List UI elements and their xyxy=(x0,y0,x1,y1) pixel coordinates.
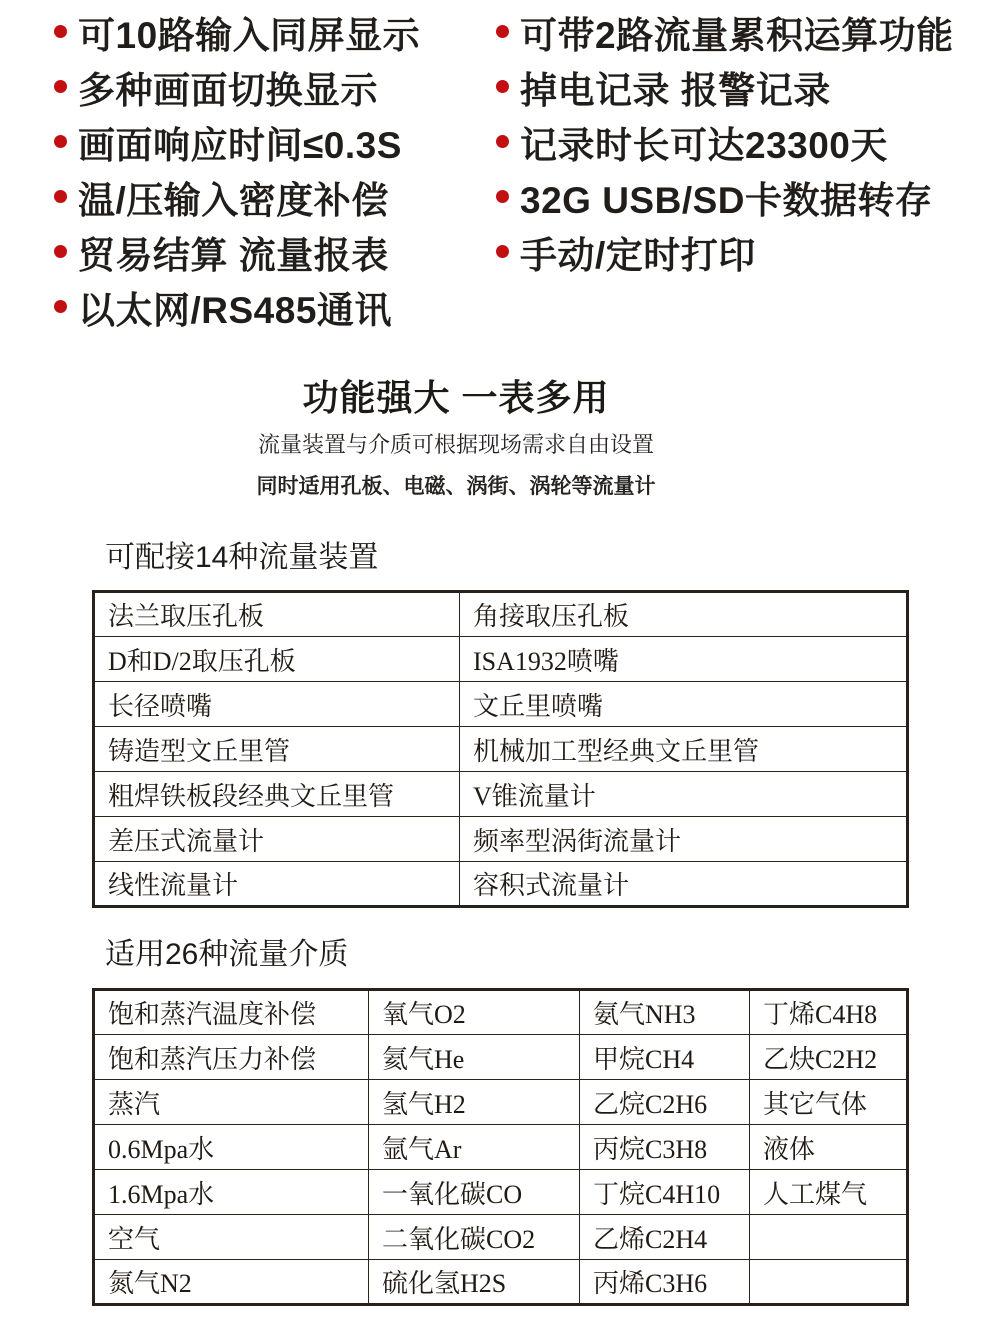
media-cell: 乙烷C2H6 xyxy=(580,1080,750,1125)
section-subtitle-1: 流量装置与介质可根据现场需求自由设置 xyxy=(257,432,654,457)
bullet-icon xyxy=(496,25,509,38)
feature-text: 温/压输入密度补偿 xyxy=(78,179,389,221)
device-cell: 频率型涡街流量计 xyxy=(460,817,908,862)
device-cell: 法兰取压孔板 xyxy=(94,592,460,637)
media-cell: 甲烷CH4 xyxy=(580,1035,750,1080)
feature-item xyxy=(54,59,420,114)
feature-item xyxy=(496,114,954,169)
bullet-icon xyxy=(54,25,67,38)
media-cell: 乙烯C2H4 xyxy=(580,1215,750,1260)
bullet-icon xyxy=(496,80,509,93)
feature-text: 32G USB/SD卡数据转存 xyxy=(520,179,933,221)
media-cell: 空气 xyxy=(94,1215,369,1260)
feature-item xyxy=(54,279,420,334)
media-cell: 氮气N2 xyxy=(94,1260,369,1305)
device-cell: 线性流量计 xyxy=(94,862,460,907)
table-row xyxy=(94,592,908,637)
media-cell: 0.6Mpa水 xyxy=(94,1125,369,1170)
table-row xyxy=(94,1125,908,1170)
media-cell: 饱和蒸汽压力补偿 xyxy=(94,1035,369,1080)
media-cell: 氨气NH3 xyxy=(580,990,750,1035)
media-cell: 液体 xyxy=(750,1125,908,1170)
table-row xyxy=(94,772,908,817)
media-cell: 氢气H2 xyxy=(369,1080,580,1125)
table-row xyxy=(94,637,908,682)
media-table xyxy=(92,988,909,1306)
device-cell: 容积式流量计 xyxy=(460,862,908,907)
devices-table-label: 可配接14种流量装置 xyxy=(105,541,379,574)
table-row xyxy=(94,727,908,772)
media-cell: 丁烷C4H10 xyxy=(580,1170,750,1215)
feature-list-left xyxy=(54,4,420,334)
media-cell: 一氧化碳CO xyxy=(369,1170,580,1215)
media-cell: 丙烷C3H8 xyxy=(580,1125,750,1170)
table-row xyxy=(94,682,908,727)
media-cell: 氩气Ar xyxy=(369,1125,580,1170)
feature-item xyxy=(54,114,420,169)
bullet-icon xyxy=(54,300,67,313)
device-cell: D和D/2取压孔板 xyxy=(94,637,460,682)
feature-item xyxy=(496,224,954,279)
bullet-icon xyxy=(54,190,67,203)
media-cell xyxy=(750,1260,908,1305)
device-cell: 角接取压孔板 xyxy=(460,592,908,637)
bullet-icon xyxy=(496,190,509,203)
feature-item xyxy=(54,224,420,279)
device-cell: 差压式流量计 xyxy=(94,817,460,862)
table-row xyxy=(94,817,908,862)
media-cell: 乙炔C2H2 xyxy=(750,1035,908,1080)
media-cell: 丙烯C3H6 xyxy=(580,1260,750,1305)
bullet-icon xyxy=(54,135,67,148)
feature-item xyxy=(54,4,420,59)
bullet-icon xyxy=(54,245,67,258)
device-cell: 铸造型文丘里管 xyxy=(94,727,460,772)
feature-item xyxy=(496,4,954,59)
table-row xyxy=(94,862,908,907)
media-cell: 丁烯C4H8 xyxy=(750,990,908,1035)
media-cell xyxy=(750,1215,908,1260)
table-row xyxy=(94,1260,908,1305)
bullet-icon xyxy=(54,80,67,93)
feature-text: 记录时长可达23300天 xyxy=(520,124,888,166)
devices-table xyxy=(92,590,909,908)
feature-text: 可10路输入同屏显示 xyxy=(78,14,421,56)
table-row xyxy=(94,1035,908,1080)
device-cell: 文丘里喷嘴 xyxy=(460,682,908,727)
feature-text: 画面响应时间≤0.3S xyxy=(78,124,402,166)
media-cell: 氧气O2 xyxy=(369,990,580,1035)
table-row xyxy=(94,1215,908,1260)
feature-list-right xyxy=(496,4,954,279)
media-cell: 其它气体 xyxy=(750,1080,908,1125)
media-cell: 氦气He xyxy=(369,1035,580,1080)
feature-item xyxy=(496,59,954,114)
media-cell: 人工煤气 xyxy=(750,1170,908,1215)
feature-text: 贸易结算 流量报表 xyxy=(78,234,389,276)
table-row xyxy=(94,990,908,1035)
media-cell: 1.6Mpa水 xyxy=(94,1170,369,1215)
table-row xyxy=(94,1080,908,1125)
bullet-icon xyxy=(496,245,509,258)
feature-text: 多种画面切换显示 xyxy=(78,69,378,111)
feature-text: 手动/定时打印 xyxy=(520,234,756,276)
feature-item xyxy=(54,169,420,224)
device-cell: V锥流量计 xyxy=(460,772,908,817)
device-cell: ISA1932喷嘴 xyxy=(460,637,908,682)
feature-text: 以太网/RS485通讯 xyxy=(78,289,392,331)
section-subtitle-2: 同时适用孔板、电磁、涡街、涡轮等流量计 xyxy=(256,475,656,498)
feature-item xyxy=(496,169,954,224)
media-cell: 二氧化碳CO2 xyxy=(369,1215,580,1260)
device-cell: 机械加工型经典文丘里管 xyxy=(460,727,908,772)
section-title: 功能强大 一表多用 xyxy=(302,377,610,418)
device-cell: 长径喷嘴 xyxy=(94,682,460,727)
media-table-label: 适用26种流量介质 xyxy=(105,938,349,971)
media-cell: 蒸汽 xyxy=(94,1080,369,1125)
media-cell: 饱和蒸汽温度补偿 xyxy=(94,990,369,1035)
feature-text: 掉电记录 报警记录 xyxy=(520,69,831,111)
feature-text: 可带2路流量累积运算功能 xyxy=(520,14,954,56)
media-cell: 硫化氢H2S xyxy=(369,1260,580,1305)
bullet-icon xyxy=(496,135,509,148)
device-cell: 粗焊铁板段经典文丘里管 xyxy=(94,772,460,817)
table-row xyxy=(94,1170,908,1215)
